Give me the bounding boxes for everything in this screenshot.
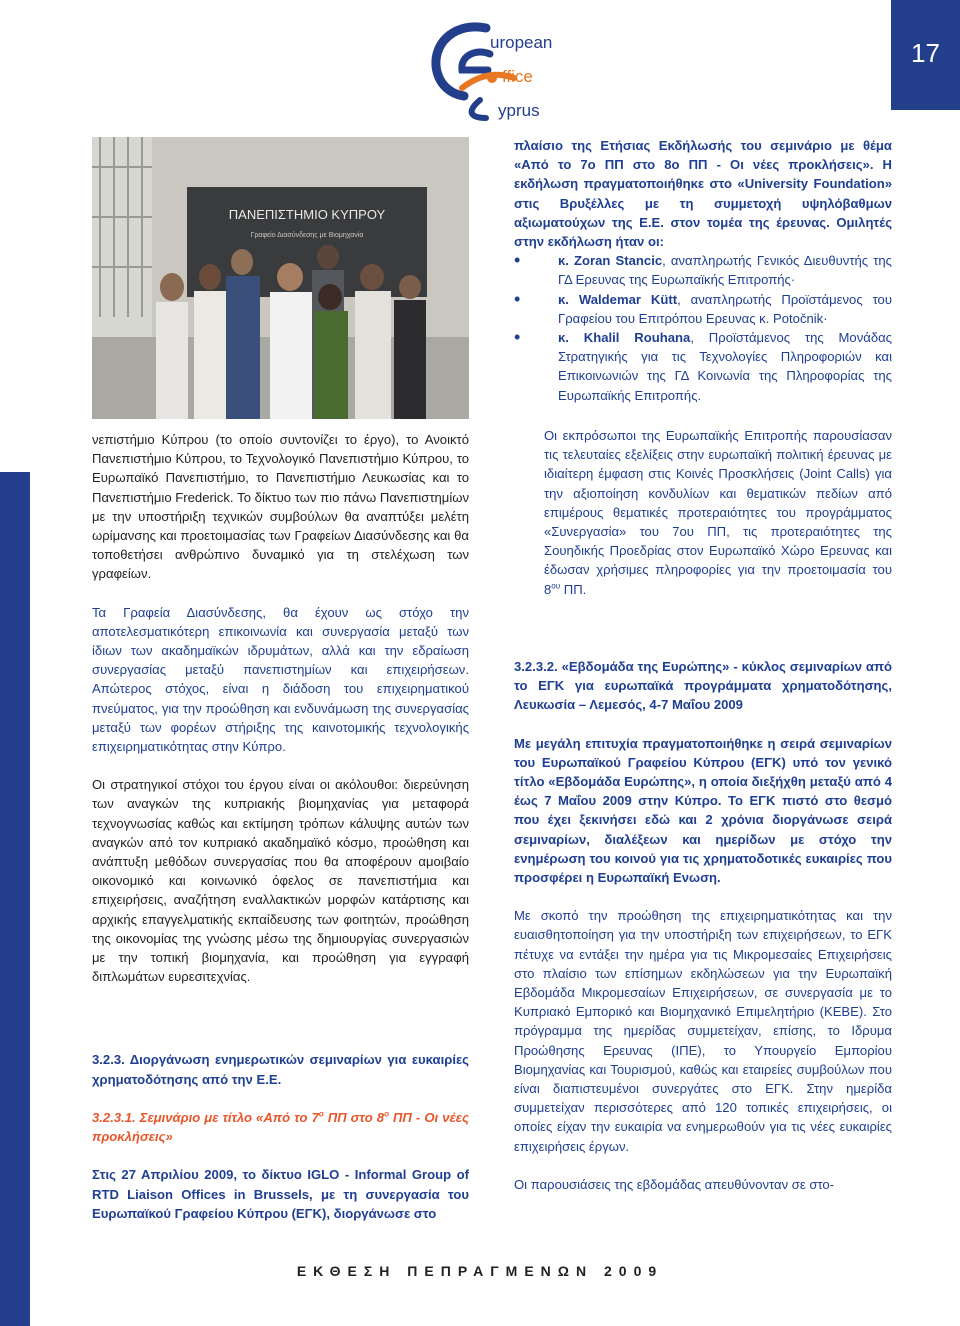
- right-top-column: [514, 136, 892, 405]
- logo-text-european: uropean: [490, 33, 553, 52]
- heading-part: ΠΠ στο 8: [323, 1109, 385, 1125]
- footer-report-title: ΕΚΘΕΣΗ ΠΕΠΡΑΓΜΕΝΩΝ 2009: [296, 1263, 664, 1279]
- heading-part: 3.2.3.1. Σεμινάριο με τίτλο «Από το 7: [92, 1109, 319, 1125]
- section-heading-3-2-3-1: [92, 1108, 469, 1146]
- page-number-box: [891, 0, 960, 110]
- representatives-end: ΠΠ.: [560, 581, 587, 597]
- group-photo: [92, 137, 469, 419]
- speaker-name: κ. Khalil Rouhana: [558, 330, 691, 346]
- left-paragraph-3: Οι στρατηγικοί στόχοι του έργου είναι οι ακόλουθοι: διερεύνηση των αναγκών της κυπριακής βιομηχανίας για μεταφορά τεχνογνωσίας καθώς και εκτίμηση τρόπων κάλυψης αυτών των αναγκών από τον κυπριακό ακαδημαϊκό κόσμο, προώθηση και ανάπτυξη μεθόδων συνεργασίας που θα αποφέρουν αμοιβαίο οικονομικό και κοινωνικό όφελος σε πανεπιστήμια και επιχειρήσεις, αναζήτηση εναλλακτικών μορφών κατάρτισης και αρχικής επαγγελματικής εκπαίδευσης των φοιτητών, προώθηση της οικονομίας της γνώσης μέσω της δημιουργίας συνεργασιών με την τοπική βιομηχανία, και προώθηση για εγγραφή διπλωμάτων ευρεσιτεχνίας.: [92, 777, 469, 985]
- right-paragraph-7: Οι παρουσιάσεις της εβδομάδας απευθύνονταν σε στο-: [514, 1176, 835, 1192]
- heading-part: ΠΠ - Οι νέες προκλήσεις»: [92, 1109, 469, 1145]
- logo-text-cyprus: yprus: [498, 101, 540, 120]
- speaker-item: [514, 290, 892, 328]
- speaker-name: κ. Zoran Stancic: [558, 253, 663, 269]
- photo-sign-title: ΠΑΝΕΠΙΣΤΗΜΙΟ ΚΥΠΡΟΥ: [228, 207, 386, 222]
- speaker-role: , Προϊστάμενος της Μονάδας Στρατηγικής για τις Τεχνολογίες Πληροφοριών και Επικοινωνιών της ΓΔ Κοινωνία της Πληροφορίας της Ευρωπαϊκής Επιτροπής.: [558, 330, 892, 403]
- left-paragraph-2: Τα Γραφεία Διασύνδεσης, θα έχουν ως στόχο την αποτελεσματικότερη επικοινωνία και συνεργασία μεταξύ των ίδιων των ακαδημαϊκών ιδρυμάτων, αλλά και την εδραίωση συνεργασίας μεταξύ πανεπιστημίων και επιχειρήσεων. Απώτερος στόχος, είναι η διάδοση του επιχειρηματικού πνεύματος, για την προώθηση και ενδυνάμωση της συνεργασίας μεταξύ των φορέων στήριξης της καινοτομικής τεχνολογικής επιχειρηματικότητας στην Κύπρο.: [92, 604, 469, 755]
- speaker-item: [514, 251, 892, 289]
- left-paragraph-1: νεπιστήμιο Κύπρου (το οποίο συντονίζει το έργο), το Ανοικτό Πανεπιστήμιο Κύπρου, το Τεχνολογικό Πανεπιστήμιο Κύπρου, το Ευρωπαϊκό Πανεπιστήμιο, το Πανεπιστήμιο Λευκωσίας και το Πανεπιστήμιο Frederick. Το δίκτυο των πιο πάνω Πανεπιστημίων με την υποστήριξη τεχνικών συμβούλων θα αναπτύξει μελέτη ωρίμανσης και προετοιμασίας των Γραφείων Διασύνδεσης και θα τοποθετήσει ανθρώπινο δυναμικό για τη στελέχωση των γραφείων.: [92, 432, 469, 582]
- speaker-list: [514, 251, 892, 405]
- logo-text-office: ffice: [502, 67, 533, 86]
- speaker-name: κ. Waldemar Kütt: [558, 291, 678, 307]
- side-accent-bar: [0, 472, 30, 1326]
- speaker-item: [514, 328, 892, 405]
- photo-sign-subtitle: Γραφείο Διασύνδεσης με Βιομηχανία: [250, 232, 364, 239]
- superscript: ο: [384, 1109, 389, 1119]
- representatives-paragraph: [544, 426, 892, 599]
- right-bottom-column: [514, 657, 892, 1194]
- right-paragraph-6: Με σκοπό την προώθηση της επιχειρηματικότητας και την ευαισθητοποίηση για την υποστήριξη των επιχειρήσεων, το ΕΓΚ πέτυχε να εντάξει την ημέρα για τις Μικρομεσαίες Επιχειρήσεις στο πλαίσιο των επίσημων εκδηλώσεων για την Ευρωπαϊκή Εβδομάδα Μικρομεσαίων Επιχειρήσεων, σε συνεργασία με το Κυπριακό Εμπορικό και Βιομηχανικό Επιμελητήριο (ΚΕΒΕ). Στο πρόγραμμα της ημερίδας συμμετείχαν, επίσης, το Ιδρυμα Προώθησης Ερευνας (ΙΠΕ), το Υπουργείο Εμπορίου Βιομηχανίας και Τουρισμού, καθώς και εταιρείες συμβούλων που είναι διαπιστευμένοι συνεργάτες στο ΕΓΚ. Στην ημερίδα συμμετείχαν περισσότερες από 120 τοπικές επιχειρήσεις, οι οποίες είχαν την ευκαιρία να ενημερωθούν για τις νέες ευκαιρίες επιχειρήσεις έργων.: [514, 908, 892, 1154]
- left-column: [92, 430, 469, 1223]
- representatives-text: Οι εκπρόσωποι της Ευρωπαϊκής Επιτροπής παρουσίασαν τις τελευταίες εξελίξεις στην ευρωπαϊκή πολιτική έρευνας με ιδιαίτερη έμφαση στις Κοινές Προσκλήσεις (Joint Calls) για την αξιοποίηση κονδυλίων και θεματικών πεδίων από επιμέρους θεματικές προτεραιότητες του προγράμματος «Συνεργασία» του 7ου ΠΠ, τις προτεραιότητες της Σουηδικής Προεδρίας στον Ευρωπαϊκό Χώρο Ερευνας και έδωσαν χρήσιμες πληροφορίες για την προετοιμασία του 8: [544, 428, 892, 597]
- superscript: ου: [551, 581, 561, 591]
- european-office-cyprus-logo: [428, 18, 568, 123]
- right-paragraph-5: Με μεγάλη επιτυχία πραγματοποιήθηκε η σειρά σεμιναρίων του Ευρωπαϊκού Γραφείου Κύπρου (ΕΓΚ) υπό τον γενικό τίτλο «Εβδομάδα Ευρώπης», η οποία διεξήχθη μεταξύ από 4 έως 7 Μαΐου 2009 στην Κύπρο. Το ΕΓΚ πιστό στο θεσμό που έχει ξεκινήσει εδώ και 2 χρόνια διοργάνωσε σειρά σεμιναρίων, διαλέξεων και ημερίδων με στόχο την ενημέρωση του κοινού για τις χρηματοδοτικές ευκαιρίες που προσφέρει η Ευρωπαϊκή Ενωση.: [514, 735, 892, 886]
- seminar-intro-paragraph: πλαίσιο της Ετήσιας Εκδήλωσής του σεμινάριο με θέμα «Από το 7ο ΠΠ στο 8ο ΠΠ - Οι νέες προκλήσεις». Η εκδήλωση πραγματοποιήθηκε στο «University Foundation» στις Βρυξέλλες με τη συμμετοχή υψηλόβαθμων αξιωματούχων της Ε.Ε. στον τομέα της έρευνας. Ομιλητές στην εκδήλωση ήταν οι:: [514, 138, 892, 250]
- page-number: 17: [911, 38, 940, 68]
- speaker-role: , αναπληρωτής Γενικός Διευθυντής της ΓΔ Ερευνας της Ευρωπαϊκής Επιτροπής·: [558, 253, 892, 288]
- speaker-role: , αναπληρωτής Προϊστάμενος του Γραφείου του Επιτρόπου Ερευνας κ. Potočnik·: [558, 291, 892, 326]
- left-paragraph-4: Στις 27 Απριλίου 2009, το δίκτυο IGLO - Informal Group of RTD Liaison Offices in Brussels, με τη συνεργασία του Ευρωπαϊκού Γραφείου Κύπρου (ΕΓΚ), διοργάνωσε στο: [92, 1167, 469, 1221]
- section-heading-3-2-3: 3.2.3. Διοργάνωση ενημερωτικών σεμιναρίων για ευκαιρίες χρηματοδότησης από την Ε.Ε.: [92, 1052, 469, 1087]
- section-heading-3-2-3-2: 3.2.3.2. «Εβδομάδα της Ευρώπης» - κύκλος σεμιναρίων από το ΕΓΚ για ευρωπαϊκά προγράμματα χρηματοδότησης, Λευκωσία – Λεμεσός, 4-7 Μαΐου 2009: [514, 659, 892, 713]
- superscript: ο: [318, 1109, 324, 1119]
